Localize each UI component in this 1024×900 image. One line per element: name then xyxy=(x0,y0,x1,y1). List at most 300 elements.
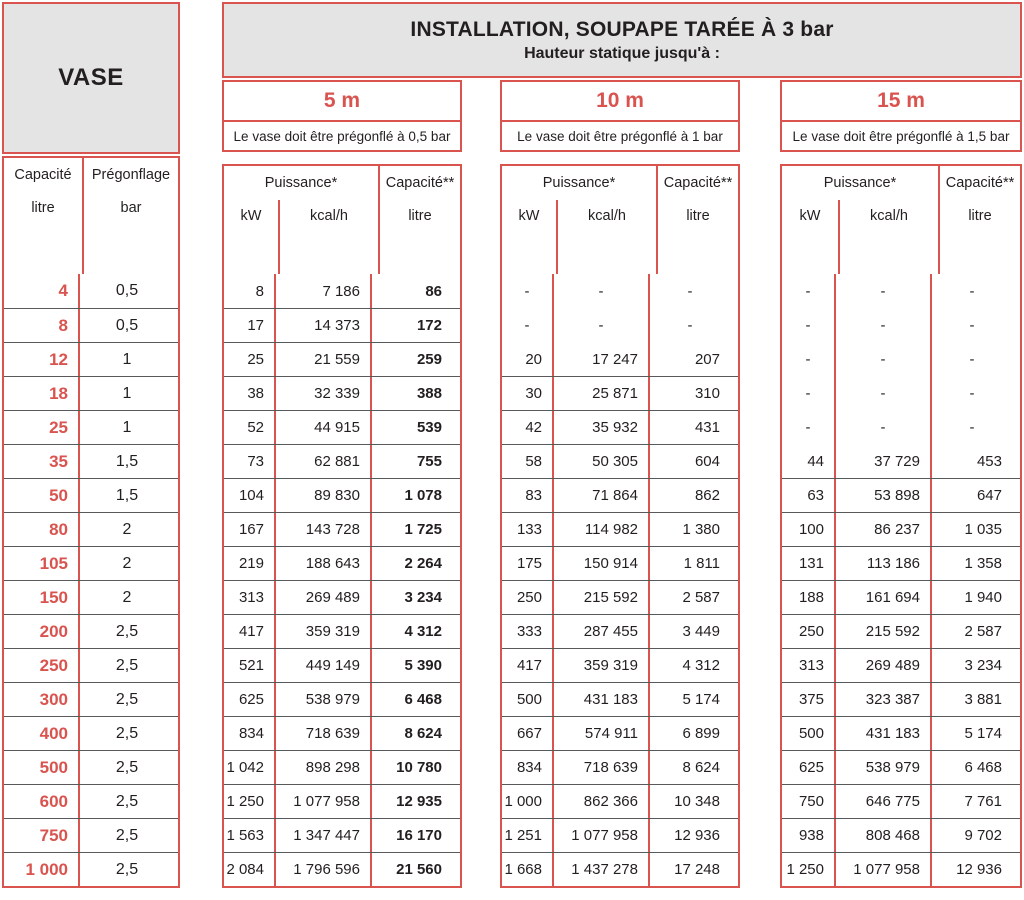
cell-pregonflage-14 xyxy=(80,751,174,784)
cell-h10-litre-10-text: 3 449 xyxy=(682,623,720,640)
cell-h15-kcal-16 xyxy=(836,819,932,852)
cell-h10-kcal-13-text: 574 911 xyxy=(584,725,638,742)
cell-h5-kw-10 xyxy=(224,615,276,648)
cell-pregonflage-7 xyxy=(80,513,174,546)
unit-kw-15m: kW xyxy=(780,200,838,307)
cell-h10-litre-5 xyxy=(650,445,730,478)
cell-pregonflage-16 xyxy=(80,819,174,852)
cell-h5-litre-3-text: 388 xyxy=(416,385,442,402)
cell-h10-kcal-0-text: - xyxy=(598,282,604,300)
cell-h10-litre-7 xyxy=(650,513,730,546)
cell-h15-kw-9 xyxy=(782,581,836,614)
cell-h5-kw-1 xyxy=(224,309,276,342)
cell-h15-kw-14 xyxy=(782,751,836,784)
cell-h15-litre-11-text: 3 234 xyxy=(964,657,1002,674)
cell-h15-kw-10 xyxy=(782,615,836,648)
cell-h5-kw-5 xyxy=(224,445,276,478)
cell-h15-kcal-12 xyxy=(836,683,932,716)
cell-h5-kcal-10-text: 359 319 xyxy=(305,623,360,640)
cell-capacite-4 xyxy=(4,411,80,444)
cell-pregonflage-10 xyxy=(80,615,174,648)
table-row xyxy=(782,580,1020,614)
cell-h15-litre-17 xyxy=(932,853,1012,886)
cell-h5-kw-6 xyxy=(224,479,276,512)
cell-h5-kcal-15 xyxy=(276,785,372,818)
table-row xyxy=(224,818,460,852)
cell-pregonflage-16-text: 2,5 xyxy=(115,826,139,844)
cell-capacite-0 xyxy=(4,274,80,308)
cell-h5-litre-7-text: 1 725 xyxy=(404,521,442,538)
cell-h15-kcal-3-text: - xyxy=(880,384,886,402)
cell-capacite-4-text: 25 xyxy=(49,417,68,437)
cell-h5-kcal-4-text: 44 915 xyxy=(314,419,360,436)
table-row xyxy=(502,308,738,342)
cell-h5-litre-1-text: 172 xyxy=(416,317,442,334)
cell-h10-kcal-8 xyxy=(554,547,650,580)
label-capacite: Capacité xyxy=(2,156,82,194)
cell-h10-litre-15-text: 10 348 xyxy=(674,793,720,810)
unit-litre-15m: litre xyxy=(938,200,1022,307)
cell-h10-kw-1 xyxy=(502,308,554,342)
cell-h15-litre-9 xyxy=(932,581,1012,614)
label-puissance-15m: Puissance* xyxy=(780,164,938,202)
cell-h15-kcal-0-text: - xyxy=(880,282,886,300)
cell-h15-kcal-10-text: 215 592 xyxy=(865,623,920,640)
cell-h15-kw-11-text: 313 xyxy=(798,657,824,674)
cell-h10-kw-16-text: 1 251 xyxy=(504,827,542,844)
cell-h10-kcal-12 xyxy=(554,683,650,716)
cell-h10-litre-5-text: 604 xyxy=(694,453,720,470)
cell-h10-litre-13-text: 6 899 xyxy=(682,725,720,742)
cell-pregonflage-9-text: 2 xyxy=(122,588,132,606)
cell-h5-litre-14-text: 10 780 xyxy=(396,759,442,776)
cell-h10-kw-2-text: 20 xyxy=(525,350,542,368)
cell-h15-litre-15-text: 7 761 xyxy=(964,793,1002,810)
cell-h5-kcal-4 xyxy=(276,411,372,444)
cell-h5-kcal-13 xyxy=(276,717,372,750)
cell-h15-litre-14 xyxy=(932,751,1012,784)
table-row xyxy=(224,478,460,512)
cell-h10-kcal-14 xyxy=(554,751,650,784)
cell-h5-kw-12-text: 625 xyxy=(238,691,264,708)
cell-h15-litre-6-text: 647 xyxy=(976,487,1002,504)
cell-pregonflage-4 xyxy=(80,411,174,444)
table-row xyxy=(224,376,460,410)
cell-h15-kcal-4-text: - xyxy=(880,418,886,436)
cell-h5-litre-9 xyxy=(372,581,452,614)
cell-capacite-15-text: 600 xyxy=(39,791,68,811)
label-pregonflage: Prégonflage xyxy=(82,156,180,194)
cell-h5-kw-13 xyxy=(224,717,276,750)
cell-pregonflage-12-text: 2,5 xyxy=(115,690,139,708)
cell-h10-kcal-11-text: 359 319 xyxy=(583,657,638,674)
cell-h5-kw-11 xyxy=(224,649,276,682)
cell-h10-kcal-5 xyxy=(554,445,650,478)
cell-h10-kw-12-text: 500 xyxy=(516,691,542,708)
cell-h15-kcal-9-text: 161 694 xyxy=(865,589,920,606)
cell-h15-kcal-7-text: 86 237 xyxy=(874,521,920,538)
cell-pregonflage-4-text: 1 xyxy=(122,418,132,436)
cell-h15-litre-16-text: 9 702 xyxy=(964,827,1002,844)
cell-h10-litre-1 xyxy=(650,308,730,342)
cell-h10-litre-11 xyxy=(650,649,730,682)
cell-pregonflage-1-text: 0,5 xyxy=(115,316,139,334)
cell-h10-kw-6-text: 83 xyxy=(525,487,542,504)
cell-h10-kw-4-text: 42 xyxy=(525,419,542,436)
precharge-note-15m: Le vase doit être prégonflé à 1,5 bar xyxy=(780,122,1022,152)
cell-h10-litre-3-text: 310 xyxy=(694,385,720,402)
cell-h15-kcal-6 xyxy=(836,479,932,512)
cell-h15-kw-6 xyxy=(782,479,836,512)
table-row xyxy=(4,342,178,376)
cell-h10-kw-3-text: 30 xyxy=(525,385,542,402)
unit-kcal-15m: kcal/h xyxy=(838,200,938,307)
cell-h5-kw-8 xyxy=(224,547,276,580)
cell-h5-kcal-5 xyxy=(276,445,372,478)
cell-h15-kw-1-text: - xyxy=(805,316,811,334)
cell-pregonflage-2-text: 1 xyxy=(122,350,132,368)
label-capacite-15m: Capacité** xyxy=(938,164,1022,202)
cell-pregonflage-14-text: 2,5 xyxy=(115,758,139,776)
cell-h15-litre-11 xyxy=(932,649,1012,682)
unit-litre-5m: litre xyxy=(378,200,462,307)
cell-h15-litre-2 xyxy=(932,342,1012,376)
cell-h10-litre-6 xyxy=(650,479,730,512)
cell-h10-litre-9 xyxy=(650,581,730,614)
cell-capacite-12 xyxy=(4,683,80,716)
table-row xyxy=(502,342,738,376)
cell-h5-kcal-3 xyxy=(276,377,372,410)
table-row xyxy=(502,444,738,478)
group-height-header-5m: 5 m xyxy=(222,80,462,122)
cell-h10-kcal-6-text: 71 864 xyxy=(592,487,638,504)
cell-h15-kw-12 xyxy=(782,683,836,716)
cell-capacite-17 xyxy=(4,853,80,886)
table-row xyxy=(224,580,460,614)
cell-h5-kcal-9 xyxy=(276,581,372,614)
cell-h10-kw-8 xyxy=(502,547,554,580)
cell-h10-kw-1-text: - xyxy=(524,316,530,334)
unit-kcal-10m: kcal/h xyxy=(556,200,656,307)
cell-pregonflage-12 xyxy=(80,683,174,716)
cell-h5-litre-10 xyxy=(372,615,452,648)
unit-kw-10m: kW xyxy=(500,200,556,307)
cell-h10-litre-4-text: 431 xyxy=(694,419,720,436)
cell-pregonflage-0 xyxy=(80,274,174,308)
cell-h15-kcal-6-text: 53 898 xyxy=(874,487,920,504)
cell-h15-kw-10-text: 250 xyxy=(798,623,824,640)
cell-h10-litre-0-text: - xyxy=(687,282,693,300)
cell-pregonflage-15 xyxy=(80,785,174,818)
cell-h5-kcal-5-text: 62 881 xyxy=(314,453,360,470)
table-row xyxy=(4,614,178,648)
cell-h5-litre-16-text: 16 170 xyxy=(396,827,442,844)
cell-h10-kcal-1-text: - xyxy=(598,316,604,334)
cell-h5-kw-14 xyxy=(224,751,276,784)
cell-h15-kw-8 xyxy=(782,547,836,580)
cell-h5-litre-0-text: 86 xyxy=(425,282,442,300)
cell-h10-kcal-7-text: 114 982 xyxy=(584,521,638,538)
cell-h5-kw-16 xyxy=(224,819,276,852)
cell-h10-kcal-10-text: 287 455 xyxy=(583,623,638,640)
table-row xyxy=(782,784,1020,818)
cell-capacite-11-text: 250 xyxy=(39,655,68,675)
cell-h15-litre-15 xyxy=(932,785,1012,818)
cell-h5-kcal-9-text: 269 489 xyxy=(305,589,360,606)
cell-h5-litre-12 xyxy=(372,683,452,716)
table-row xyxy=(782,274,1020,308)
cell-h5-kcal-1-text: 14 373 xyxy=(314,317,360,334)
cell-h5-kcal-7-text: 143 728 xyxy=(305,521,360,538)
cell-capacite-7-text: 80 xyxy=(49,519,68,539)
cell-h10-litre-9-text: 2 587 xyxy=(682,589,720,606)
table-row xyxy=(782,682,1020,716)
cell-h5-litre-9-text: 3 234 xyxy=(404,589,442,606)
installation-subtitle: Hauteur statique jusqu'à : xyxy=(524,44,720,62)
cell-h10-litre-6-text: 862 xyxy=(694,487,720,504)
cell-h10-litre-16 xyxy=(650,819,730,852)
cell-h5-litre-10-text: 4 312 xyxy=(404,623,442,640)
table-row xyxy=(782,818,1020,852)
cell-h5-kcal-12-text: 538 979 xyxy=(305,691,360,708)
cell-h15-kcal-2 xyxy=(836,342,932,376)
cell-pregonflage-3-text: 1 xyxy=(122,384,132,402)
cell-h10-kw-17-text: 1 668 xyxy=(504,861,542,878)
cell-h15-litre-7 xyxy=(932,513,1012,546)
installation-header-box xyxy=(222,2,1022,78)
table-row xyxy=(4,852,178,886)
cell-h10-kw-3 xyxy=(502,377,554,410)
table-row xyxy=(224,716,460,750)
cell-h10-kcal-10 xyxy=(554,615,650,648)
cell-h15-litre-4 xyxy=(932,410,1012,444)
cell-pregonflage-9 xyxy=(80,581,174,614)
cell-h10-litre-16-text: 12 936 xyxy=(674,827,720,844)
cell-h15-kw-8-text: 131 xyxy=(798,555,824,572)
cell-h10-kcal-16 xyxy=(554,819,650,852)
cell-h15-kcal-14-text: 538 979 xyxy=(865,759,920,776)
table-row xyxy=(224,682,460,716)
cell-h15-kw-7 xyxy=(782,513,836,546)
cell-h15-litre-3 xyxy=(932,376,1012,410)
cell-h10-kcal-8-text: 150 914 xyxy=(583,555,638,572)
cell-capacite-17-text: 1 000 xyxy=(25,859,68,879)
table-row xyxy=(502,852,738,886)
cell-h5-kw-15-text: 1 250 xyxy=(226,793,264,810)
cell-h10-kcal-0 xyxy=(554,274,650,308)
table-row xyxy=(4,376,178,410)
cell-h5-kcal-15-text: 1 077 958 xyxy=(293,793,360,810)
cell-h10-litre-14-text: 8 624 xyxy=(682,759,720,776)
cell-h5-litre-6 xyxy=(372,479,452,512)
cell-h15-kcal-1 xyxy=(836,308,932,342)
cell-h10-kw-9 xyxy=(502,581,554,614)
table-row xyxy=(4,648,178,682)
table-row xyxy=(782,308,1020,342)
cell-pregonflage-13 xyxy=(80,717,174,750)
table-row xyxy=(4,716,178,750)
cell-h5-litre-11-text: 5 390 xyxy=(404,657,442,674)
cell-h5-kw-7 xyxy=(224,513,276,546)
cell-h15-kcal-8-text: 113 186 xyxy=(866,555,920,572)
cell-h10-litre-7-text: 1 380 xyxy=(682,521,720,538)
data-grid-5m xyxy=(222,274,462,888)
cell-h5-kcal-8 xyxy=(276,547,372,580)
cell-h15-kw-4 xyxy=(782,410,836,444)
cell-h5-litre-12-text: 6 468 xyxy=(404,691,442,708)
table-row xyxy=(782,648,1020,682)
cell-h5-kw-2 xyxy=(224,343,276,376)
cell-h15-kcal-8 xyxy=(836,547,932,580)
table-row xyxy=(502,750,738,784)
cell-h15-kw-15-text: 750 xyxy=(798,793,824,810)
cell-h15-litre-14-text: 6 468 xyxy=(964,759,1002,776)
data-grid-15m xyxy=(780,274,1022,888)
cell-h5-kw-2-text: 25 xyxy=(247,351,264,368)
cell-h5-kw-4-text: 52 xyxy=(247,419,264,436)
cell-h5-litre-4-text: 539 xyxy=(416,419,442,436)
cell-h10-litre-0 xyxy=(650,274,730,308)
table-row xyxy=(782,614,1020,648)
cell-h5-kcal-11 xyxy=(276,649,372,682)
table-row xyxy=(782,750,1020,784)
cell-h10-kcal-9-text: 215 592 xyxy=(583,589,638,606)
cell-h15-litre-8 xyxy=(932,547,1012,580)
cell-h15-kcal-1-text: - xyxy=(880,316,886,334)
cell-h5-litre-16 xyxy=(372,819,452,852)
cell-h5-litre-0 xyxy=(372,274,452,308)
cell-h10-kw-13-text: 667 xyxy=(516,725,542,742)
cell-h15-kw-17 xyxy=(782,853,836,886)
table-row xyxy=(4,444,178,478)
table-row xyxy=(4,682,178,716)
cell-h5-kcal-6-text: 89 830 xyxy=(314,487,360,504)
cell-h15-kw-1 xyxy=(782,308,836,342)
table-row xyxy=(782,852,1020,886)
cell-h15-kw-15 xyxy=(782,785,836,818)
cell-capacite-15 xyxy=(4,785,80,818)
cell-capacite-8-text: 105 xyxy=(39,553,68,573)
vase-label-row xyxy=(2,156,180,194)
cell-h15-kcal-13-text: 431 183 xyxy=(865,725,920,742)
group-height-header-15m: 15 m xyxy=(780,80,1022,122)
cell-h5-litre-8 xyxy=(372,547,452,580)
table-row xyxy=(224,308,460,342)
cell-h15-litre-10-text: 2 587 xyxy=(964,623,1002,640)
cell-h15-kcal-9 xyxy=(836,581,932,614)
cell-h5-kcal-14 xyxy=(276,751,372,784)
precharge-note-10m: Le vase doit être prégonflé à 1 bar xyxy=(500,122,740,152)
cell-h5-litre-17-text: 21 560 xyxy=(396,861,442,878)
cell-h10-kcal-13 xyxy=(554,717,650,750)
cell-h5-litre-17 xyxy=(372,853,452,886)
cell-h15-kcal-4 xyxy=(836,410,932,444)
cell-pregonflage-5 xyxy=(80,445,174,478)
cell-h10-kcal-4-text: 35 932 xyxy=(592,419,638,436)
cell-h15-litre-5 xyxy=(932,444,1012,478)
cell-h15-kcal-12-text: 323 387 xyxy=(865,691,920,708)
cell-h15-kw-2-text: - xyxy=(805,350,811,368)
cell-h15-litre-0 xyxy=(932,274,1012,308)
cell-h5-kcal-13-text: 718 639 xyxy=(305,725,360,742)
label-puissance-10m: Puissance* xyxy=(500,164,656,202)
cell-h15-litre-5-text: 453 xyxy=(976,452,1002,470)
cell-h5-kw-6-text: 104 xyxy=(238,487,264,504)
table-row xyxy=(502,478,738,512)
cell-h15-kw-14-text: 625 xyxy=(798,759,824,776)
cell-h5-litre-13-text: 8 624 xyxy=(404,725,442,742)
table-row xyxy=(224,546,460,580)
unit-litre-vase: litre xyxy=(2,192,82,307)
data-grid-10m xyxy=(500,274,740,888)
cell-h10-kw-4 xyxy=(502,411,554,444)
cell-h10-kcal-9 xyxy=(554,581,650,614)
cell-capacite-11 xyxy=(4,649,80,682)
cell-h10-kcal-15 xyxy=(554,785,650,818)
cell-h15-kw-0 xyxy=(782,274,836,308)
table-row xyxy=(502,512,738,546)
cell-h15-litre-12-text: 3 881 xyxy=(964,691,1002,708)
table-row xyxy=(782,342,1020,376)
cell-h5-kw-13-text: 834 xyxy=(238,725,264,742)
cell-h15-litre-12 xyxy=(932,683,1012,716)
cell-capacite-12-text: 300 xyxy=(39,689,68,709)
cell-h10-litre-14 xyxy=(650,751,730,784)
cell-h15-kw-16 xyxy=(782,819,836,852)
cell-h5-litre-6-text: 1 078 xyxy=(404,487,442,504)
cell-capacite-16-text: 750 xyxy=(39,825,68,845)
cell-capacite-13 xyxy=(4,717,80,750)
cell-h10-kw-11 xyxy=(502,649,554,682)
cell-h10-kw-14-text: 834 xyxy=(516,759,542,776)
cell-h5-kw-0-text: 8 xyxy=(255,282,264,300)
cell-h5-kw-7-text: 167 xyxy=(238,521,264,538)
cell-h5-kcal-3-text: 32 339 xyxy=(314,385,360,402)
cell-h5-kcal-11-text: 449 149 xyxy=(305,657,360,674)
cell-h10-kw-14 xyxy=(502,751,554,784)
cell-h5-kw-11-text: 521 xyxy=(238,657,264,674)
cell-h15-kw-13-text: 500 xyxy=(798,725,824,742)
cell-h10-kw-7 xyxy=(502,513,554,546)
cell-h5-kcal-17 xyxy=(276,853,372,886)
cell-h15-kcal-16-text: 808 468 xyxy=(865,827,920,844)
label-row-5m xyxy=(222,164,462,202)
cell-h15-litre-1 xyxy=(932,308,1012,342)
table-row xyxy=(224,410,460,444)
cell-pregonflage-17-text: 2,5 xyxy=(115,860,139,878)
cell-h10-kcal-2 xyxy=(554,342,650,376)
cell-h5-kw-14-text: 1 042 xyxy=(226,759,264,776)
label-capacite-5m: Capacité** xyxy=(378,164,462,202)
cell-pregonflage-2 xyxy=(80,343,174,376)
cell-h5-kcal-16-text: 1 347 447 xyxy=(293,827,360,844)
cell-h5-litre-8-text: 2 264 xyxy=(404,555,442,572)
table-row xyxy=(502,614,738,648)
table-row xyxy=(782,546,1020,580)
cell-h5-kw-10-text: 417 xyxy=(238,623,264,640)
cell-h5-kw-4 xyxy=(224,411,276,444)
cell-h10-litre-2-text: 207 xyxy=(694,350,720,368)
cell-h10-kw-8-text: 175 xyxy=(516,555,542,572)
cell-h10-kw-16 xyxy=(502,819,554,852)
cell-pregonflage-8 xyxy=(80,547,174,580)
cell-h5-kw-9 xyxy=(224,581,276,614)
table-row xyxy=(502,716,738,750)
cell-h15-litre-8-text: 1 358 xyxy=(964,555,1002,572)
cell-h10-litre-17 xyxy=(650,853,730,886)
cell-h5-kw-12 xyxy=(224,683,276,716)
cell-h15-litre-4-text: - xyxy=(969,418,975,436)
